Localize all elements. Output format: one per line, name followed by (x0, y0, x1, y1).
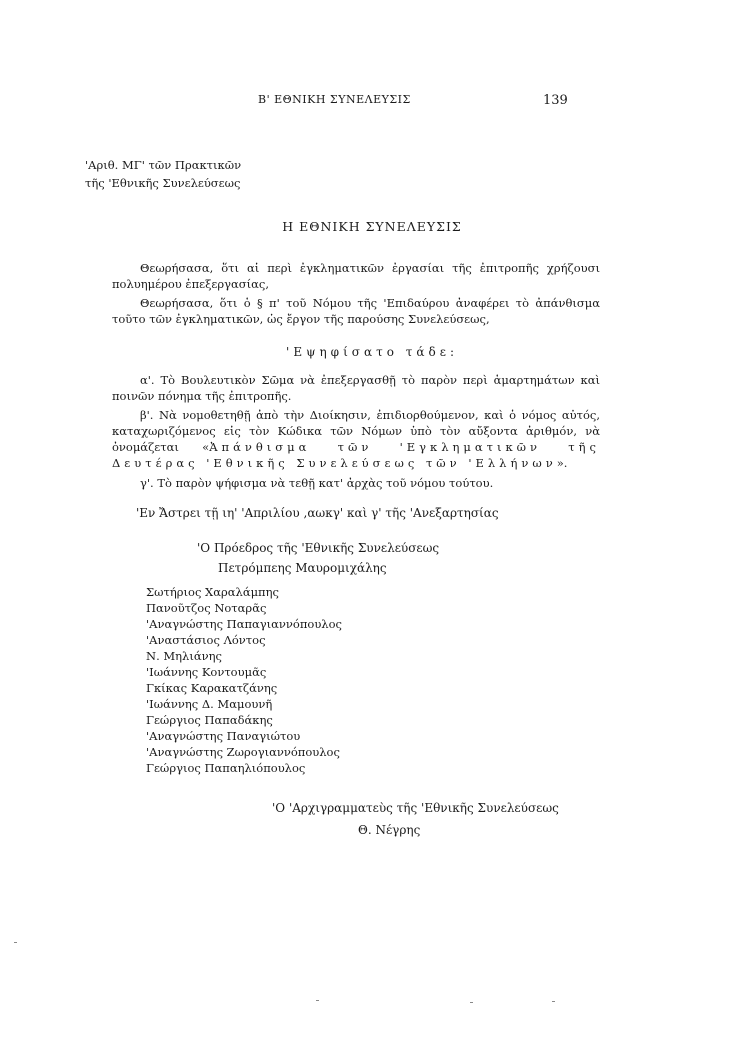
articles (112, 372, 600, 494)
record-reference (85, 157, 241, 193)
record-reference-line-2: τῆς 'Εθνικῆς Συνελεύσεως (85, 176, 241, 190)
signatory: 'Αναστάσιος Λόντος (146, 633, 266, 647)
preamble-paragraph-1: Θεωρήσασα, ὅτι αἱ περὶ ἐγκληματικῶν ἐργασίαι τῆς ἐπιτροπῆς χρήζουσι πολυημέρου ἐπεξεργασίας, (112, 261, 600, 292)
president-title: 'Ο Πρόεδρος τῆς 'Εθνικῆς Συνελεύσεως (197, 541, 440, 555)
article-b-text: β'. Νὰ νομοθετηθῇ ἀπὸ τὴν Διοίκησιν, ἐπιδιορθούμενον, καὶ ὁ νόμος αὐτός, καταχωριζόμενος εἰς τὸν Κώδικα τῶν Νόμων ὑπὸ τὸν αὔξοντα ἀριθμόν, νὰ ὀνομάζεται « (112, 408, 600, 455)
signatory: 'Ιωάννης Δ. Μαμουνῆ (146, 697, 273, 711)
scan-speck (316, 1000, 319, 1001)
article-b-title: Ἀπάνθισμα τῶν 'Εγκληματικῶν τῆς Δευτέρας 'Εθνικῆς Συνελεύσεως τῶν 'Ελλήνων (112, 440, 600, 471)
signatory: Γεώργιος Παπαδάκης (146, 713, 273, 727)
signatory: Πανοῦτζος Νοταρᾶς (146, 601, 267, 615)
signatory: Ν. Μηλιάνης (146, 649, 222, 663)
running-head: Β' ΕΘΝΙΚΗ ΣΥΝΕΛΕΥΣΙΣ (258, 93, 411, 106)
secretary-name: Θ. Νέγρης (358, 823, 421, 837)
signatories-list (146, 584, 342, 776)
scan-speck (14, 942, 17, 943)
signatory: 'Ιωάννης Κοντουμᾶς (146, 665, 267, 679)
preamble (112, 260, 600, 330)
scan-speck (470, 1002, 473, 1003)
decree-heading: 'Εψηφίσατο τάδε: (286, 345, 458, 359)
signatory: 'Αναγνώστης Παπαγιαννόπουλος (146, 617, 342, 631)
signatory: Γκίκας Καρακατζάνης (146, 681, 278, 695)
record-reference-line-1: 'Αριθ. ΜΓ' τῶν Πρακτικῶν (85, 158, 242, 172)
article-a: α'. Τὸ Βουλευτικὸν Σῶμα νὰ ἐπεξεργασθῇ τὸ παρὸν περὶ ἁμαρτημάτων καὶ ποινῶν πόνημα τῆς ἐπιτροπῆς. (112, 373, 600, 404)
date-line: 'Εν Ἄστρει τῇ ιη' 'Απριλίου ,αωκγ' καὶ γ' τῆς 'Ανεξαρτησίας (136, 506, 499, 520)
secretary-title: 'Ο 'Αρχιγραμματεὺς τῆς 'Εθνικῆς Συνελεύσεως (272, 801, 559, 815)
article-b-close: ». (556, 456, 568, 471)
article-b (112, 407, 600, 471)
scan-speck (552, 1001, 555, 1002)
signatory: 'Αναγνώστης Ζωρογιαννόπουλος (146, 745, 340, 759)
article-c: γ'. Τὸ παρὸν ψήφισμα νὰ τεθῇ κατ' ἀρχὰς τοῦ νόμου τούτου. (140, 475, 494, 490)
assembly-title: Η ΕΘΝΙΚΗ ΣΥΝΕΛΕΥΣΙΣ (282, 219, 462, 234)
signatory: 'Αναγνώστης Παναγιώτου (146, 729, 301, 743)
page-number: 139 (543, 93, 568, 108)
signatory: Σωτήριος Χαραλάμπης (146, 585, 279, 599)
signatory: Γεώργιος Παπαηλιόπουλος (146, 761, 306, 775)
preamble-paragraph-2: Θεωρήσασα, ὅτι ὁ § π' τοῦ Νόμου τῆς 'Επιδαύρου ἀναφέρει τὸ ἀπάνθισμα τοῦτο τῶν ἐγκληματικῶν, ὡς ἔργον τῆς παρούσης Συνελεύσεως, (112, 296, 600, 327)
president-name: Πετρόμπεης Μαυρομιχάλης (218, 561, 387, 575)
